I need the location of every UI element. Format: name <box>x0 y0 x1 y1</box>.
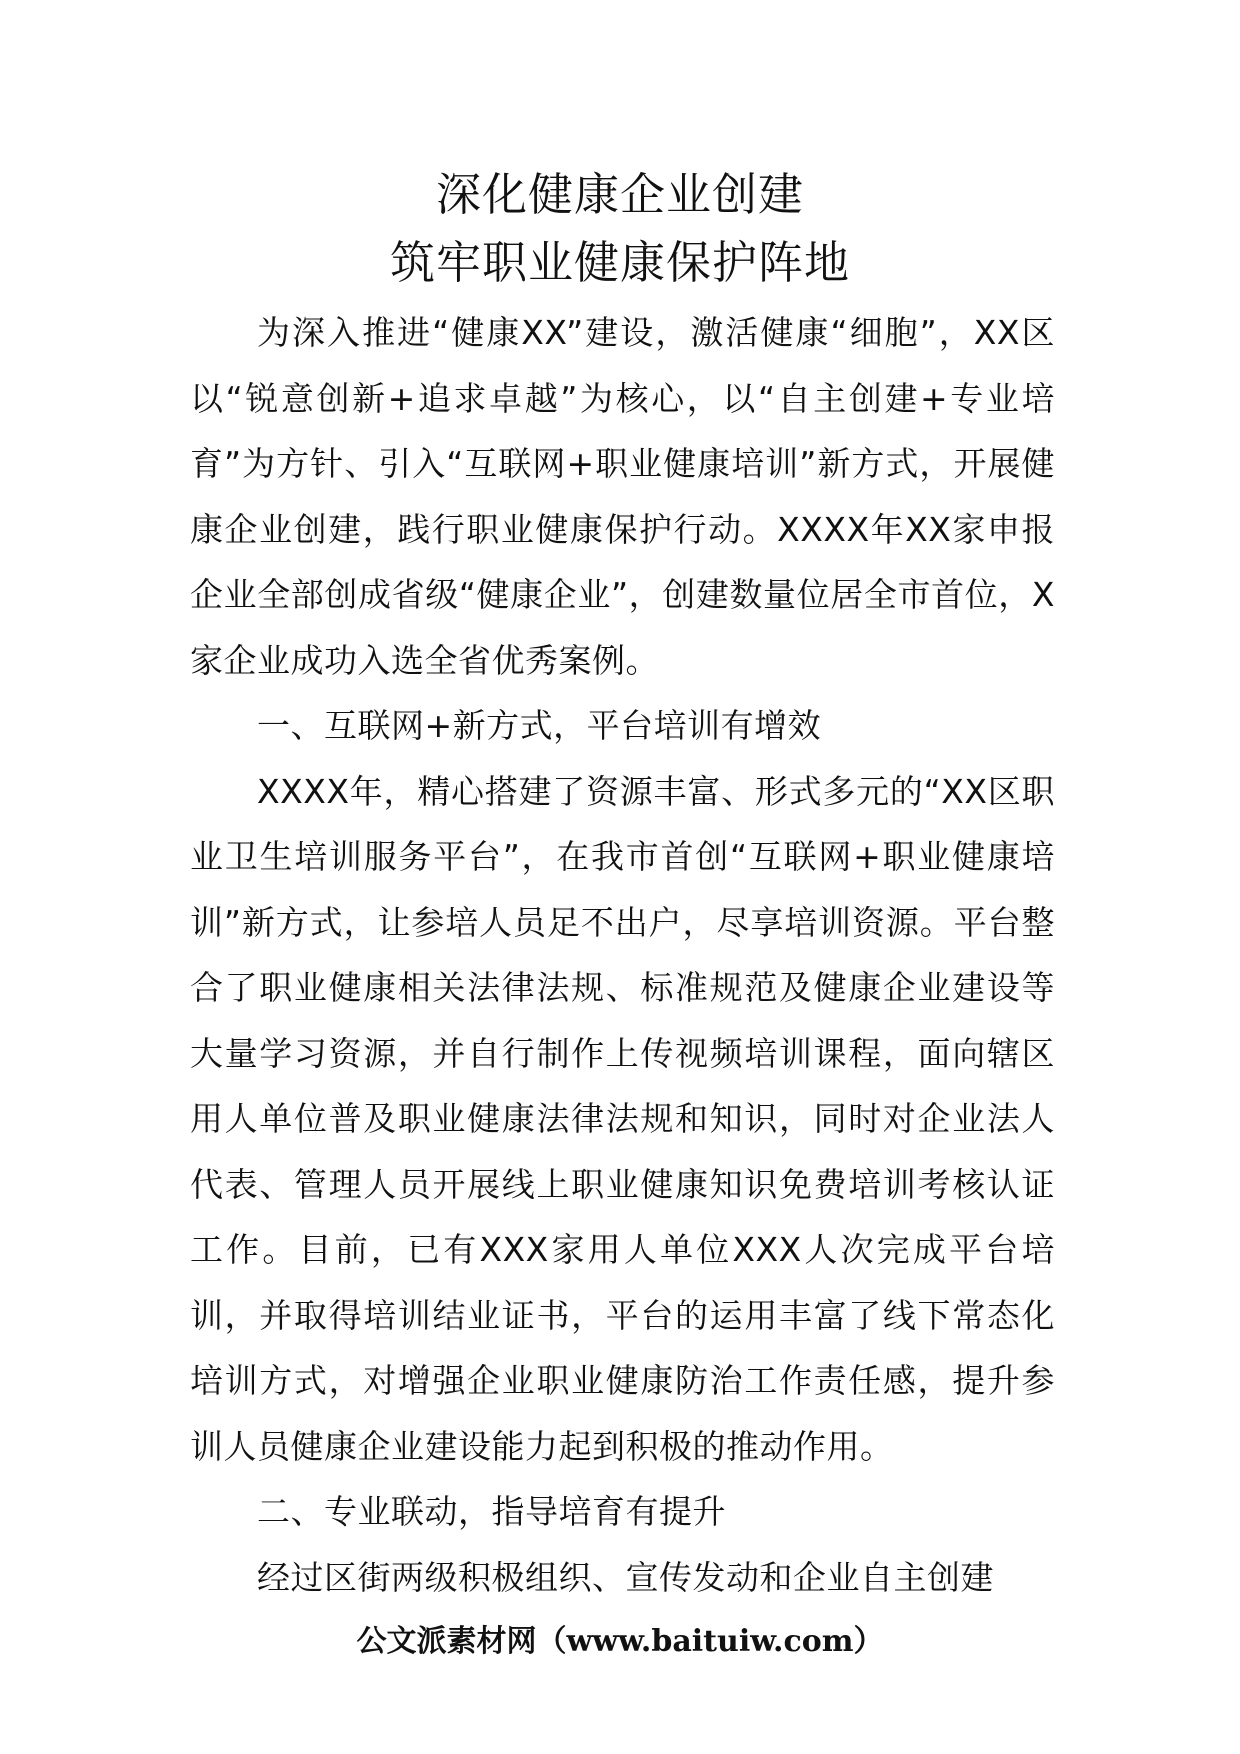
document-title-line-2: 筑牢职业健康保护阵地 <box>389 236 850 289</box>
document-title-line-1: 深化健康企业创建 <box>435 168 804 221</box>
section-2-paragraph: 经过区街两级积极组织、宣传发动和企业自主创建 <box>257 1557 994 1597</box>
section-1-paragraph: XXXX年，精心搭建了资源丰富、形式多元的“XX区职业卫生培训服务平台”，在我市首创“互联网+职业健康培训”新方式，让参培人员足不出户，尽享培训资源。平台整合了职业健康相关法律法规、标准规范及健康企业建设等大量学习资源，并自行制作上传视频培训课程，面向辖区用人单位普及职业健康法律法规和知识，同时对企业法人代表、管理人员开展线上职业健康知识免费培训考核认证工作。目前，已有XXX家用人单位XXX人次完成平台培训，并取得培训结业证书，平台的运用丰富了线下常态化培训方式，对增强企业职业健康防治工作责任感，提升参训人员健康企业建设能力起到积极的推动作用。 <box>190 771 1055 1466</box>
section-heading-1: 一、互联网+新方式，平台培训有增效 <box>257 706 822 745</box>
document-body <box>190 300 1055 1610</box>
section-heading-2: 二、专业联动，指导培育有提升 <box>257 1492 726 1531</box>
footer-watermark: 公文派素材网（www.baituiw.com） <box>356 1624 884 1659</box>
intro-paragraph: 为深入推进“健康XX”建设，激活健康“细胞”，XX区以“锐意创新+追求卓越”为核心，以“自主创建+专业培育”为方针、引入“互联网+职业健康培训”新方式，开展健康企业创建，践行职业健康保护行动。XXXX年XX家申报企业全部创成省级“健康企业”，创建数量位居全市首位，X家企业成功入选全省优秀案例。 <box>190 313 1055 680</box>
